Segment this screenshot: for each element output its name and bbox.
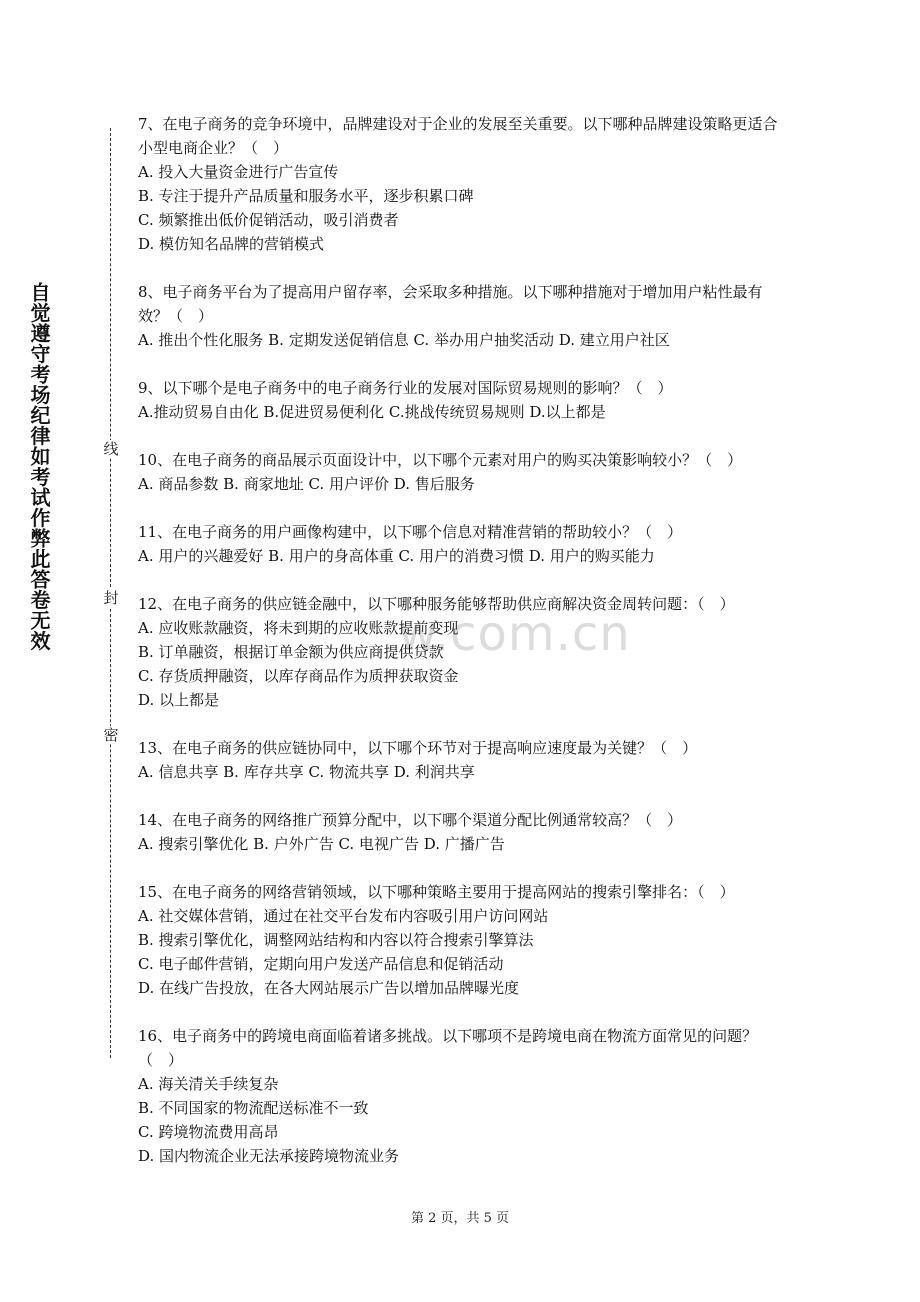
question-list	[138, 112, 788, 1192]
question-option: A. 信息共享 B. 库存共享 C. 物流共享 D. 利润共享	[138, 763, 475, 781]
binding-mark-secret: 密	[103, 726, 119, 744]
question-option: A. 推出个性化服务 B. 定期发送促销信息 C. 举办用户抽奖活动 D. 建立用户社区	[138, 331, 670, 349]
question-stem: 14、在电子商务的网络推广预算分配中，以下哪个渠道分配比例通常较高？（ ）	[138, 811, 683, 829]
question-option: D. 在线广告投放，在各大网站展示广告以增加品牌曝光度	[138, 979, 520, 997]
question-14	[138, 808, 788, 856]
question-12	[138, 592, 788, 712]
question-option: C. 存货质押融资，以库存商品作为质押获取资金	[138, 667, 459, 685]
question-stem: 15、在电子商务的网络营销领域，以下哪种策略主要用于提高网站的搜索引擎排名：（ ）	[138, 883, 735, 901]
question-option: A. 用户的兴趣爱好 B. 用户的身高体重 C. 用户的消费习惯 D. 用户的购买能力	[138, 547, 655, 565]
question-option: C. 跨境物流费用高昂	[138, 1123, 279, 1141]
question-stem: 13、在电子商务的供应链协同中，以下哪个环节对于提高响应速度最为关键？（ ）	[138, 739, 698, 757]
watermark: w.com.cn	[398, 606, 631, 662]
question-10	[138, 448, 788, 496]
question-option: B. 不同国家的物流配送标准不一致	[138, 1099, 369, 1117]
question-option: B. 订单融资，根据订单金额为供应商提供贷款	[138, 643, 444, 661]
page-footer: 第 2 页，共 5 页	[410, 1211, 510, 1226]
question-option: A. 应收账款融资，将未到期的应收账款提前变现	[138, 619, 459, 637]
question-option: A. 商品参数 B. 商家地址 C. 用户评价 D. 售后服务	[138, 475, 475, 493]
question-16	[138, 1024, 788, 1168]
question-stem: 7、在电子商务的竞争环境中，品牌建设对于企业的发展至关重要。以下哪种品牌建设策略更适合小型电商企业？（ ）	[138, 115, 778, 157]
question-7	[138, 112, 788, 256]
binding-mark-line: 线	[103, 440, 119, 458]
question-stem: 16、电子商务中的跨境电商面临着诸多挑战。以下哪项不是跨境电商在物流方面常见的问题？（ ）	[138, 1027, 758, 1069]
question-option: D. 模仿知名品牌的营销模式	[138, 235, 325, 253]
question-option: D. 以上都是	[138, 691, 220, 709]
binding-mark-seal: 封	[103, 589, 119, 607]
question-13	[138, 736, 788, 784]
question-stem: 11、在电子商务的用户画像构建中，以下哪个信息对精准营销的帮助较小？（ ）	[138, 523, 683, 541]
question-option: A.推动贸易自由化 B.促进贸易便利化 C.挑战传统贸易规则 D.以上都是	[138, 403, 606, 421]
question-option: A. 投入大量资金进行广告宣传	[138, 163, 339, 181]
question-stem: 8、电子商务平台为了提高用户留存率，会采取多种措施。以下哪种措施对于增加用户粘性最有效？（ ）	[138, 283, 763, 325]
question-stem: 9、以下哪个是电子商务中的电子商务行业的发展对国际贸易规则的影响？（ ）	[138, 379, 673, 397]
question-9	[138, 376, 788, 424]
question-15	[138, 880, 788, 1000]
question-option: B. 专注于提升产品质量和服务水平，逐步积累口碑	[138, 187, 474, 205]
question-11	[138, 520, 788, 568]
question-option: C. 电子邮件营销，定期向用户发送产品信息和促销活动	[138, 955, 504, 973]
question-option: D. 国内物流企业无法承接跨境物流业务	[138, 1147, 400, 1165]
exam-discipline-notice: 自觉遵守考场纪律如考试作弊此答卷无效	[27, 282, 51, 651]
question-option: A. 社交媒体营销，通过在社交平台发布内容吸引用户访问网站	[138, 907, 549, 925]
question-option: A. 海关清关手续复杂	[138, 1075, 279, 1093]
question-stem: 12、在电子商务的供应链金融中，以下哪种服务能够帮助供应商解决资金周转问题：（ ）	[138, 595, 735, 613]
question-8	[138, 280, 788, 352]
question-option: A. 搜索引擎优化 B. 户外广告 C. 电视广告 D. 广播广告	[138, 835, 505, 853]
question-option: B. 搜索引擎优化，调整网站结构和内容以符合搜索引擎算法	[138, 931, 534, 949]
question-option: C. 频繁推出低价促销活动，吸引消费者	[138, 211, 399, 229]
question-stem: 10、在电子商务的商品展示页面设计中，以下哪个元素对用户的购买决策影响较小？（ ）	[138, 451, 743, 469]
